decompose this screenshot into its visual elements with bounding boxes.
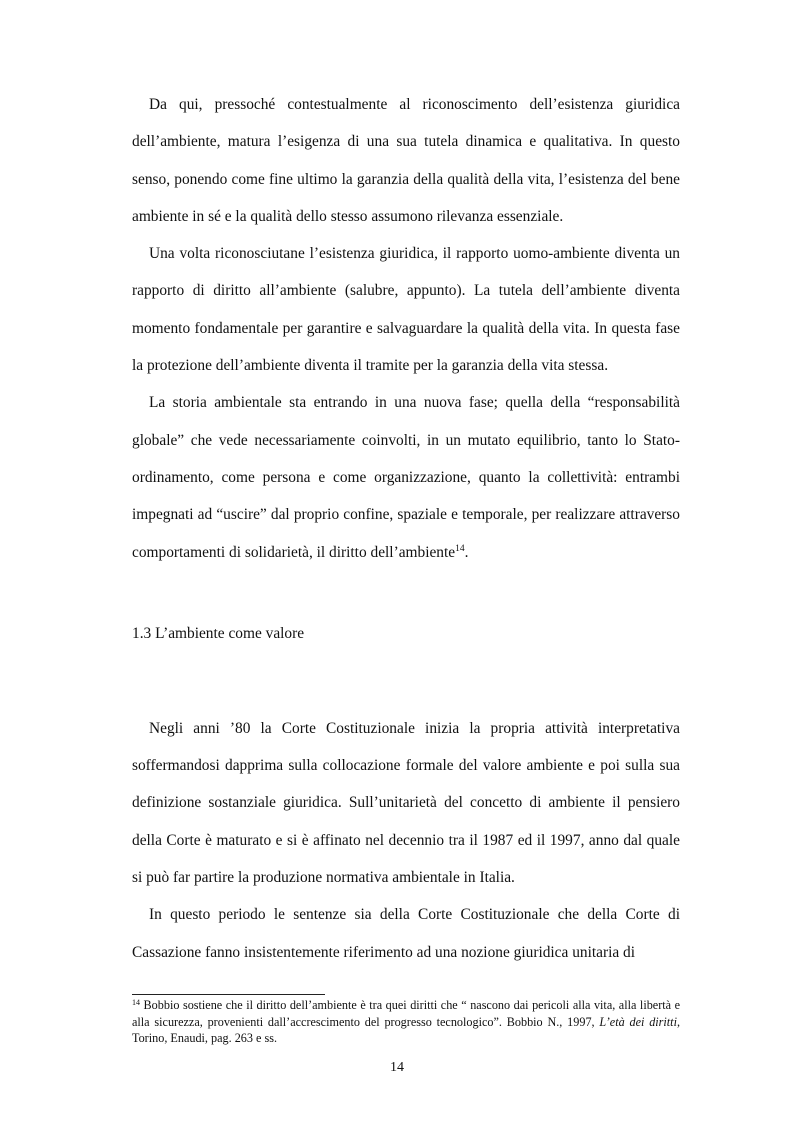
paragraph-5: In questo periodo le sentenze sia della Corte Costituzionale che della Corte di Cassazione fanno insistentemente riferimento ad una nozione giuridica unitaria di (132, 906, 680, 961)
paragraph-3-end: . (464, 543, 469, 561)
footnote-number: 14 (132, 998, 140, 1007)
paragraph-1: Da qui, pressoché contestualmente al riconoscimento dell’esistenza giuridica dell’ambiente, matura l’esigenza di una sua tutela dinamica e qualitativa. In questo senso, ponendo come fine ultimo la garanzia della qualità della vita, l’esistenza del bene ambiente in sé e la qualità dello stesso assumono rilevanza essenziale. (132, 96, 680, 225)
page-body (132, 86, 680, 971)
paragraph-3 (132, 384, 680, 570)
page-number: 14 (390, 1060, 404, 1075)
paragraph-2: Una volta riconosciutane l’esistenza giuridica, il rapporto uomo-ambiente diventa un rapporto di diritto all’ambiente (salubre, appunto). La tutela dell’ambiente diventa momento fondamentale per garantire e salvaguardare la qualità della vita. In questa fase la protezione dell’ambiente diventa il tramite per la garanzia della vita stessa. (132, 245, 680, 375)
footnote-book-title: L’età dei diritti (599, 1014, 677, 1029)
footnote-text-after: , Torino, Enaudi, pag. 263 e ss. (132, 1014, 681, 1046)
footnote (132, 997, 680, 1047)
footnote-reference[interactable]: 14 (455, 543, 465, 554)
footnote-separator (132, 994, 325, 995)
paragraph-4: Negli anni ’80 la Corte Costituzionale inizia la propria attività interpretativa soffermandosi dapprima sulla collocazione formale del valore ambiente e poi sulla sua definizione sostanziale giuridica. Sull’unitarietà del concetto di ambiente il pensiero della Corte è maturato e si è affinato nel decennio tra il 1987 ed il 1997, anno dal quale si può far partire la produzione normativa ambientale in Italia. (132, 719, 680, 887)
paragraph-3-text: La storia ambientale sta entrando in una nuova fase; quella della “responsabilità globale” che vede necessariamente coinvolti, in un mutato equilibrio, tanto lo Stato-ordinamento, come persona e come organizzazione, quanto la collettività: entrambi impegnati ad “uscire” dal proprio confine, spaziale e temporale, per realizzare attraverso comportamenti di solidarietà, il diritto dell’ambiente (132, 394, 680, 561)
footnote-text-before: Bobbio sostiene che il diritto dell’ambiente è tra quei diritti che “ nascono dai pericoli alla vita, alla libertà e alla sicurezza, provenienti dall’accrescimento del progresso tecnologico”. Bobbio N., 1997, (132, 998, 680, 1029)
section-heading: 1.3 L’ambiente come valore (132, 624, 305, 642)
